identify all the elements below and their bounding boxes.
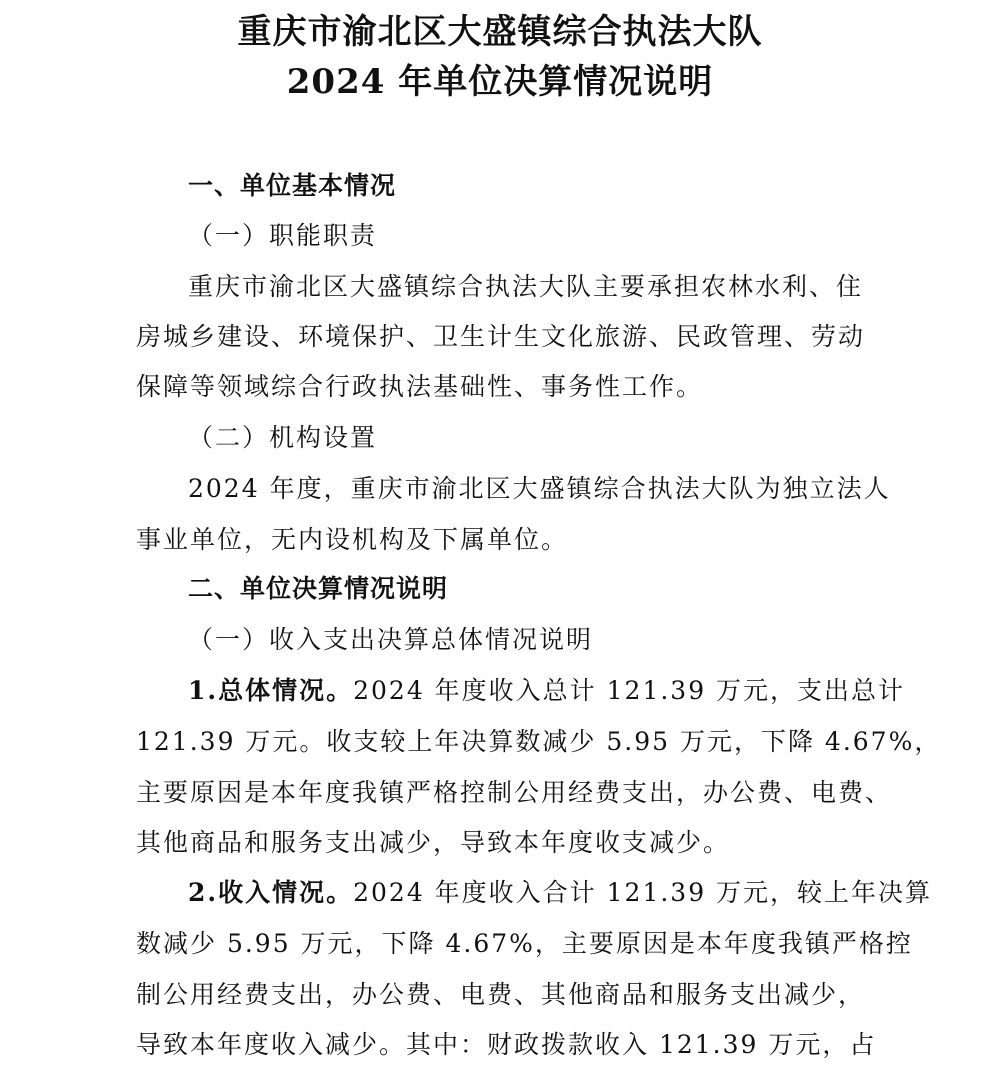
- paragraph-income-line1-text: 2024 年度收入合计 121.39 万元，较上年决算: [353, 878, 933, 907]
- paragraph-organization-line2: 事业单位，无内设机构及下属单位。: [136, 525, 569, 554]
- paragraph-total-line4: 其他商品和服务支出减少，导致本年度收支减少。: [136, 828, 731, 857]
- paragraph-total-line1: [188, 676, 905, 706]
- paragraph-income-line1: [188, 878, 932, 908]
- paragraph-functions-line1: 重庆市渝北区大盛镇综合执法大队主要承担农林水利、住: [188, 272, 864, 301]
- paragraph-total-line1-text: 2024 年度收入总计 121.39 万元，支出总计: [353, 676, 906, 705]
- paragraph-income-line3: 制公用经费支出，办公费、电费、其他商品和服务支出减少，: [136, 980, 866, 1009]
- section-heading-basic-info: 一、单位基本情况: [188, 171, 397, 200]
- paragraph-income-label: 2.收入情况。: [188, 878, 354, 907]
- paragraph-total-line3: 主要原因是本年度我镇严格控制公用经费支出，办公费、电费、: [136, 778, 893, 807]
- document-title-line2: 2024 年单位决算情况说明: [286, 62, 714, 102]
- section-heading-final-accounts: 二、单位决算情况说明: [188, 574, 449, 603]
- subheading-organization: （二）机构设置: [188, 423, 378, 452]
- paragraph-functions-line2: 房城乡建设、环境保护、卫生计生文化旅游、民政管理、劳动: [136, 322, 866, 351]
- paragraph-functions-line3: 保障等领域综合行政执法基础性、事务性工作。: [136, 372, 704, 401]
- subheading-functions: （一）职能职责: [188, 221, 378, 250]
- paragraph-income-line4: 导致本年度收入减少。其中：财政拨款收入 121.39 万元，占: [136, 1030, 877, 1059]
- paragraph-total-label: 1.总体情况。: [188, 676, 354, 705]
- paragraph-organization-line1: 2024 年度，重庆市渝北区大盛镇综合执法大队为独立法人: [188, 474, 891, 503]
- paragraph-total-line2: 121.39 万元。收支较上年决算数减少 5.95 万元，下降 4.67%，: [136, 727, 942, 756]
- paragraph-income-line2: 数减少 5.95 万元，下降 4.67%，主要原因是本年度我镇严格控: [136, 929, 913, 958]
- document-title-line1: 重庆市渝北区大盛镇综合执法大队: [237, 12, 763, 52]
- subheading-income-expenditure: （一）收入支出决算总体情况说明: [188, 625, 594, 654]
